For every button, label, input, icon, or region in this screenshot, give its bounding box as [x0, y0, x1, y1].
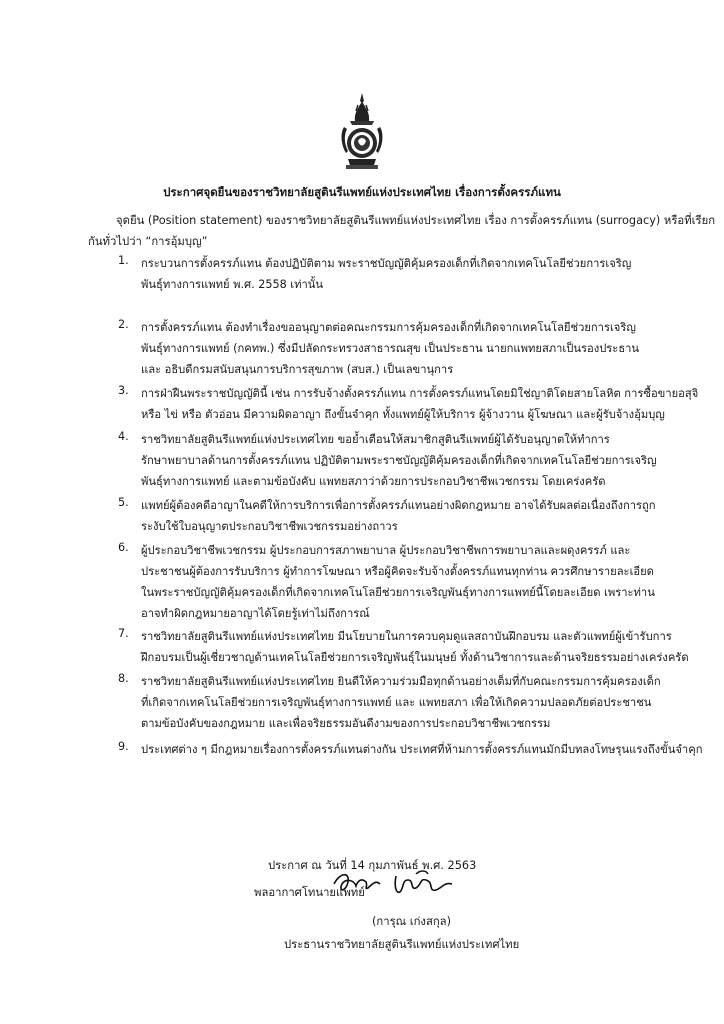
- item-number: 5.: [118, 496, 129, 509]
- item-line: ผู้ประกอบวิชาชีพเวชกรรม ผู้ประกอบการสภาพยาบาล ผู้ประกอบวิชาชีพการพยาบาลและผดุงครรภ์ และ: [141, 544, 631, 557]
- item-line: หรือ ไข่ หรือ ตัวอ่อน มีความผิดอาญา ถึงขั้นจำคุก ทั้งแพทย์ผู้ให้บริการ ผู้จ้างวาน ผู้โฆษณา และผู้รับจ้างอุ้มบุญ: [141, 408, 665, 421]
- item-line: อาจทำผิดกฎหมายอาญาได้โดยรู้เท่าไม่ถึงการณ์: [141, 607, 370, 620]
- signatory-name: (การุณ เก่งสกุล): [372, 915, 452, 928]
- item-line: ประชาชนผู้ต้องการรับบริการ ผู้ทำการโฆษณา หรือผู้คิดจะรับจ้างตั้งครรภ์แทนทุกท่าน ควรศึกษารายละเอียด: [141, 565, 654, 578]
- item-line: ราชวิทยาลัยสูตินรีแพทย์แห่งประเทศไทย ยินดีให้ความร่วมมือทุกด้านอย่างเต็มที่กับคณะกรรมการคุ้มครองเด็ก: [141, 675, 661, 688]
- item-line: การตั้งครรภ์แทน ต้องทำเรื่องขออนุญาตต่อคณะกรรมการคุ้มครองเด็กที่เกิดจากเทคโนโลยีช่วยการเจริญ: [141, 321, 636, 334]
- item-number: 6.: [118, 541, 129, 554]
- intro-line: จุดยืน (Position statement) ของราชวิทยาลัยสูตินรีแพทย์แห่งประเทศไทย เรื่อง การตั้งครรภ์แทน (surrogacy) หรือที่เรียก: [116, 214, 716, 227]
- college-emblem-icon: [338, 91, 386, 173]
- item-number: 4.: [118, 430, 129, 443]
- signatory-position: ประธานราชวิทยาลัยสูตินรีแพทย์แห่งประเทศไทย: [284, 938, 520, 951]
- item-line: รักษาพยาบาลด้านการตั้งครรภ์แทน ปฏิบัติตามพระราชบัญญัติคุ้มครองเด็กที่เกิดจากเทคโนโลยีช่วยการเจริญ: [141, 454, 657, 467]
- item-number: 8.: [118, 672, 129, 685]
- item-number: 1.: [118, 254, 129, 267]
- item-line: แพทย์ผู้ต้องคดีอาญาในคดีให้การบริการเพื่อการตั้งครรภ์แทนอย่างผิดกฎหมาย อาจได้รับผลต่อเนื่องถึงการถูก: [141, 499, 656, 512]
- item-line: ที่เกิดจากเทคโนโลยีช่วยการเจริญพันธุ์ทางการแพทย์ และ แพทยสภา เพื่อให้เกิดความปลอดภัยต่อประชาชน: [141, 696, 652, 709]
- item-number: 3.: [118, 384, 129, 397]
- item-line: พันธุ์ทางการแพทย์ พ.ศ. 2558 เท่านั้น: [141, 278, 324, 291]
- item-line: กระบวนการตั้งครรภ์แทน ต้องปฏิบัติตาม พระราชบัญญัติคุ้มครองเด็กที่เกิดจากเทคโนโลยีช่วยการเจริญ: [141, 257, 632, 270]
- handwritten-signature-icon: [330, 866, 458, 900]
- item-number: 7.: [118, 627, 129, 640]
- item-line: ตามข้อบังคับของกฎหมาย และเพื่อจริยธรรมอันดีงามของการประกอบวิชาชีพเวชกรรม: [141, 717, 551, 730]
- item-line: และ อธิบดีกรมสนับสนุนการบริการสุขภาพ (สบส.) เป็นเลขานุการ: [141, 363, 454, 376]
- item-line: พันธุ์ทางการแพทย์ และตามข้อบังคับ แพทยสภาว่าด้วยการประกอบวิชาชีพเวชกรรม โดยเคร่งครัด: [141, 475, 606, 488]
- item-number: 2.: [118, 318, 129, 331]
- item-line: ระงับใช้ใบอนุญาตประกอบวิชาชีพเวชกรรมอย่างถาวร: [141, 520, 398, 533]
- document-title: ประกาศจุดยืนของราชวิทยาลัยสูตินรีแพทย์แห่งประเทศไทย เรื่องการตั้งครรภ์แทน: [163, 185, 561, 199]
- item-line: ประเทศต่าง ๆ มีกฎหมายเรื่องการตั้งครรภ์แทนต่างกัน ประเทศที่ห้ามการตั้งครรภ์แทนมักมีบทลงโทษรุนแรงถึงขั้นจำคุก: [141, 743, 703, 756]
- item-line: ในพระราชบัญญัติคุ้มครองเด็กที่เกิดจากเทคโนโลยีช่วยการเจริญพันธุ์ทางการแพทย์นี้โดยละเอียด เพราะท่าน: [141, 586, 655, 599]
- item-line: ราชวิทยาลัยสูตินรีแพทย์แห่งประเทศไทย ขอย้ำเตือนให้สมาชิกสูตินรีแพทย์ผู้ได้รับอนุญาตให้ทำการ: [141, 433, 610, 446]
- item-line: พันธุ์ทางการแพทย์ (กคทพ.) ซึ่งมีปลัดกระทรวงสาธารณสุข เป็นประธาน นายกแพทยสภาเป็นรองประธาน: [141, 342, 640, 355]
- intro-line: กันทั่วไปว่า “การอุ้มบุญ”: [88, 235, 208, 248]
- intro-paragraph: [88, 210, 716, 252]
- item-line: ฝึกอบรมเป็นผู้เชี่ยวชาญด้านเทคโนโลยีช่วยการเจริญพันธุ์ในมนุษย์ ทั้งด้านวิชาการและด้านจริยธรรมอย่างเคร่งครัด: [141, 651, 689, 664]
- item-number: 9.: [118, 740, 129, 753]
- item-line: ราชวิทยาลัยสูตินรีแพทย์แห่งประเทศไทย มีนโยบายในการควบคุมดูแลสถาบันฝึกอบรม และตัวแพทย์ผู้เข้ารับการ: [141, 630, 672, 643]
- signatory-rank: พลอากาศโทนายแพทย์: [254, 886, 365, 899]
- announcement-date: ประกาศ ณ วันที่ 14 กุมภาพันธ์ พ.ศ. 2563: [268, 859, 477, 872]
- item-line: การฝ่าฝืนพระราชบัญญัตินี้ เช่น การรับจ้างตั้งครรภ์แทน การตั้งครรภ์แทนโดยมิใช่ญาติโดยสายโลหิต การซื้อขายอสุจิ: [141, 387, 699, 400]
